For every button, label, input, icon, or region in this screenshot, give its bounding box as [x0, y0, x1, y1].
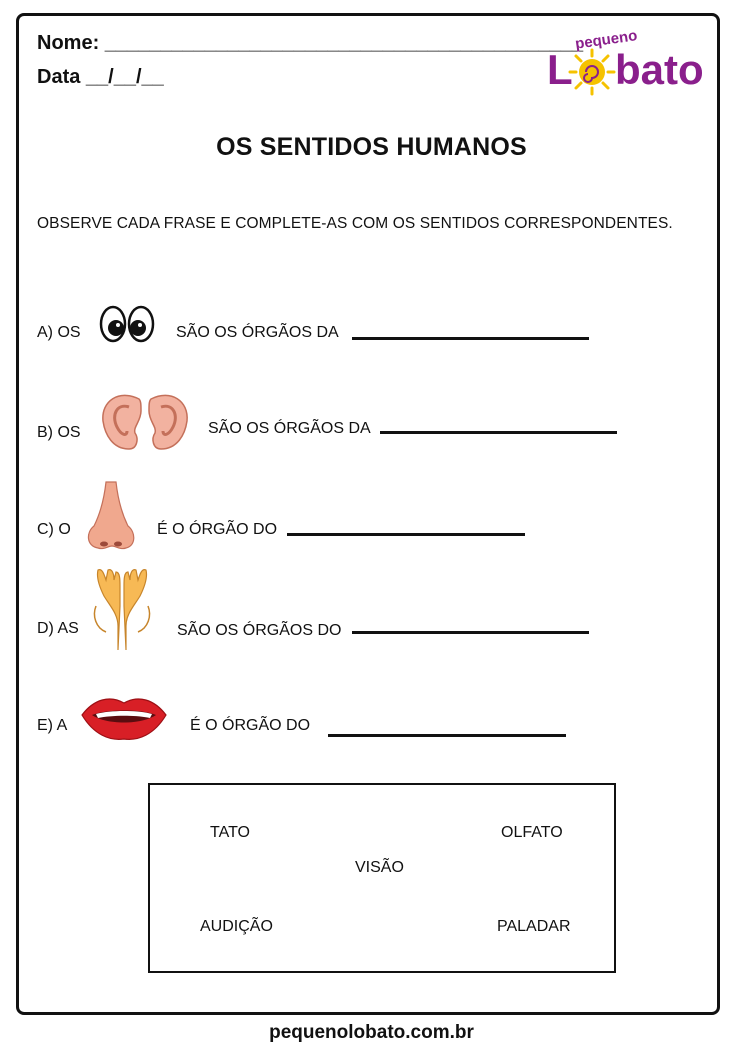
- word-bank-item: VISÃO: [355, 859, 404, 876]
- page-title: OS SENTIDOS HUMANOS: [216, 133, 527, 161]
- logo: [545, 26, 715, 106]
- ears-icon: [99, 391, 191, 453]
- question-c-text: É O ÓRGÃO DO: [157, 521, 278, 538]
- answer-line-c[interactable]: [287, 533, 525, 536]
- question-e-text: É O ÓRGÃO DO: [190, 717, 311, 734]
- question-c-prefix: C) O: [37, 521, 71, 538]
- answer-line-a[interactable]: [352, 337, 589, 340]
- nose-icon: [84, 480, 138, 552]
- question-d-text: SÃO OS ÓRGÃOS DO: [177, 622, 342, 639]
- date-field-label: Data __/__/__: [37, 66, 164, 88]
- eyes-icon: [98, 303, 156, 345]
- question-d-prefix: D) AS: [37, 620, 79, 637]
- answer-line-e[interactable]: [328, 734, 566, 737]
- instruction-text: OBSERVE CADA FRASE E COMPLETE-AS COM OS SENTIDOS CORRESPONDENTES.: [37, 215, 673, 232]
- question-a-text: SÃO OS ÓRGÃOS DA: [176, 324, 339, 341]
- word-bank-item: OLFATO: [501, 824, 563, 841]
- svg-text:bato: bato: [615, 46, 704, 93]
- logo-graphic: [545, 26, 715, 106]
- svg-text:pequeno: pequeno: [574, 27, 639, 53]
- footer-url: pequenolobato.com.br: [269, 1022, 474, 1043]
- word-bank: [148, 783, 616, 973]
- hands-icon: [88, 566, 156, 652]
- name-field-label: Nome: ___________________________________________: [37, 32, 584, 54]
- word-bank-item: AUDIÇÃO: [200, 918, 273, 935]
- question-e-prefix: E) A: [37, 717, 68, 734]
- svg-text:L: L: [547, 46, 573, 93]
- word-bank-item: TATO: [210, 824, 250, 841]
- mouth-icon: [80, 693, 168, 741]
- answer-line-b[interactable]: [380, 431, 617, 434]
- question-a-prefix: A) OS: [37, 324, 81, 341]
- answer-line-d[interactable]: [352, 631, 589, 634]
- question-b-prefix: B) OS: [37, 424, 81, 441]
- question-b-text: SÃO OS ÓRGÃOS DA: [208, 420, 371, 437]
- word-bank-item: PALADAR: [497, 918, 571, 935]
